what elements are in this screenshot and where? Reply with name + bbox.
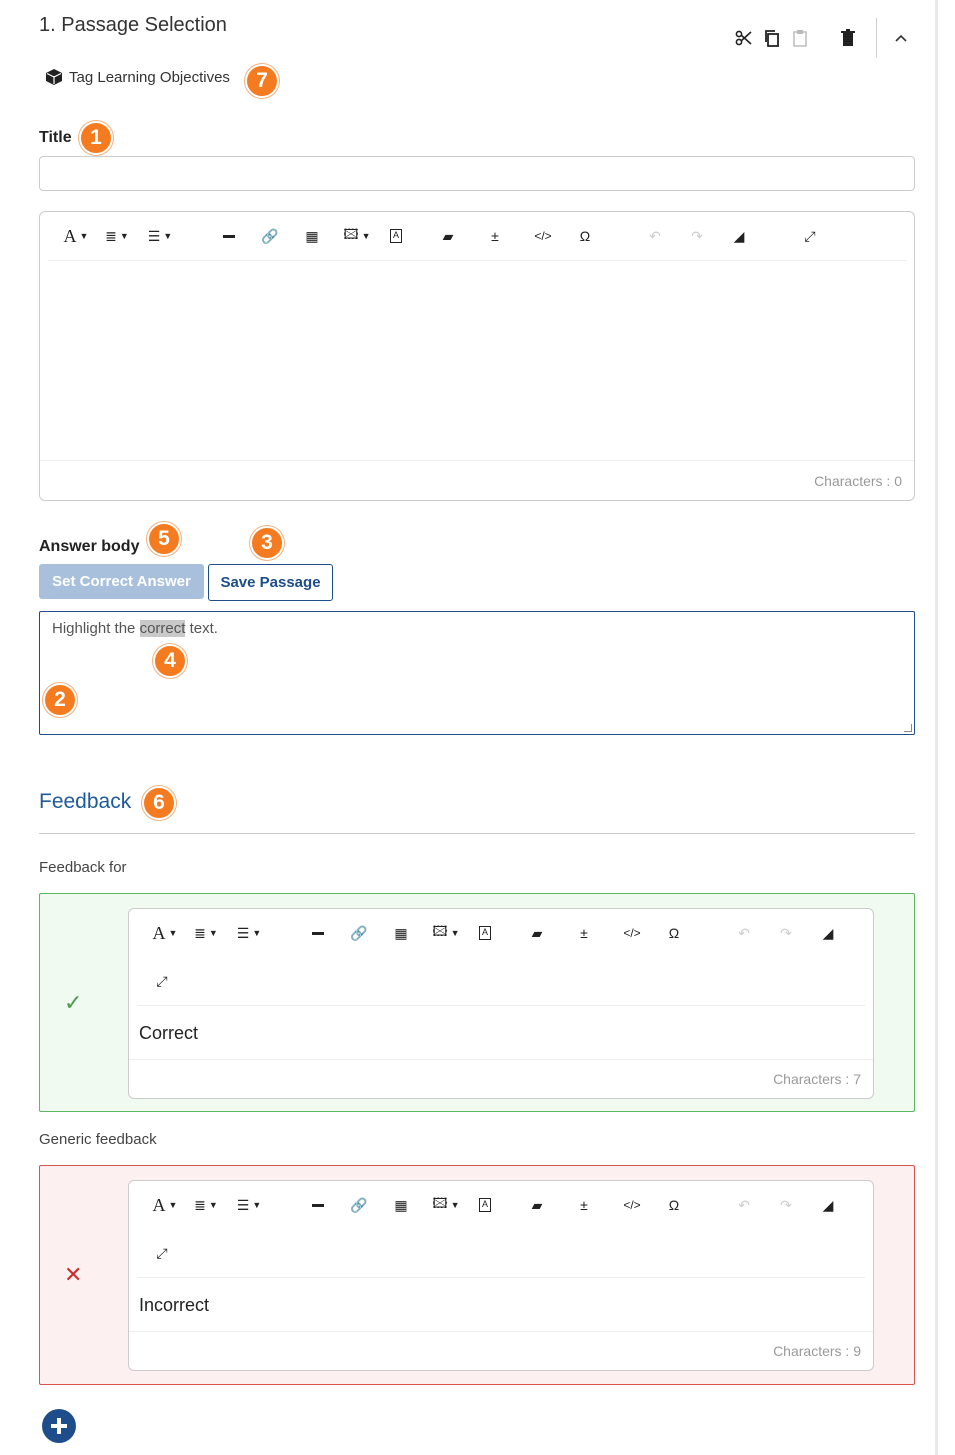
code-icon[interactable]: </> [623, 926, 641, 940]
horizontal-rule-icon[interactable] [220, 225, 238, 247]
table-icon[interactable]: ▦ [394, 924, 408, 941]
redo-icon[interactable]: ↷ [780, 924, 792, 941]
footer-divider [129, 1059, 873, 1060]
character-count: Characters : 9 [773, 1343, 861, 1359]
incorrect-feedback-panel [39, 1165, 915, 1385]
resize-handle[interactable] [904, 724, 912, 732]
align-icon[interactable]: ≣ ▼ [194, 1196, 218, 1213]
callout-badge: 2 [43, 683, 77, 717]
list-icon[interactable]: ☰ ▼ [147, 227, 173, 244]
page-title: 1. Passage Selection [39, 14, 227, 36]
incorrect-feedback-text[interactable]: Incorrect [139, 1295, 210, 1315]
correct-feedback-text[interactable]: Correct [139, 1023, 199, 1043]
save-passage-button[interactable]: Save Passage [208, 564, 333, 601]
add-feedback-button[interactable] [42, 1409, 76, 1443]
callout-badge: 6 [142, 786, 176, 820]
eraser-icon[interactable]: ◢ [822, 1196, 834, 1213]
math-icon[interactable]: ± [491, 228, 499, 244]
link-icon[interactable]: 🔗 [350, 1196, 368, 1213]
answer-body-label: Answer body [39, 538, 140, 555]
panel-border [935, 0, 938, 1455]
undo-icon[interactable]: ↶ [738, 924, 750, 941]
link-icon[interactable]: 🔗 [261, 227, 279, 244]
set-correct-answer-button[interactable]: Set Correct Answer [39, 564, 204, 599]
passage-editor[interactable] [39, 211, 915, 501]
paste-icon[interactable] [786, 24, 814, 52]
feedback-for-label: Feedback for [39, 859, 127, 876]
math-icon[interactable]: ± [580, 1197, 588, 1213]
special-char-icon[interactable]: Ω [668, 925, 680, 941]
editor-toolbar [129, 1181, 873, 1261]
editor-content[interactable] [50, 268, 904, 458]
callout-badge: 5 [147, 522, 181, 556]
align-icon[interactable]: ≣ ▼ [105, 227, 129, 244]
check-icon: ✓ [64, 990, 83, 1015]
redo-icon[interactable]: ↷ [691, 227, 703, 244]
highlighted-answer[interactable]: correct [139, 620, 186, 637]
answer-text: text. [185, 620, 218, 637]
callout-badge: 3 [250, 526, 284, 560]
math-icon[interactable]: ± [580, 925, 588, 941]
cube-icon [45, 68, 63, 86]
callout-badge: 7 [245, 64, 279, 98]
editor-toolbar [40, 212, 914, 260]
special-char-icon[interactable]: Ω [668, 1197, 680, 1213]
scissors-icon[interactable] [730, 24, 758, 52]
font-style-button[interactable]: A ▼ [152, 1194, 178, 1215]
tag-label: Tag Learning Objectives [69, 68, 230, 86]
horizontal-rule-icon[interactable] [309, 922, 327, 944]
image-icon[interactable]: 🖾 ▼ [432, 923, 460, 939]
book-icon[interactable]: ▰ [531, 1196, 543, 1213]
table-icon[interactable]: ▦ [305, 227, 319, 244]
title-input[interactable] [39, 156, 915, 191]
align-icon[interactable]: ≣ ▼ [194, 924, 218, 941]
editor-toolbar [129, 909, 873, 989]
table-icon[interactable]: ▦ [394, 1196, 408, 1213]
answer-text: Highlight the [52, 620, 140, 637]
toolbar-divider [137, 1005, 865, 1006]
correct-feedback-panel [39, 893, 915, 1112]
feedback-title: Feedback [39, 790, 132, 813]
chevron-up-icon[interactable] [887, 24, 915, 52]
feedback-divider [39, 833, 915, 834]
correct-feedback-editor[interactable] [128, 908, 874, 1099]
code-icon[interactable]: </> [534, 229, 552, 243]
character-count: Characters : 0 [814, 473, 902, 489]
list-icon[interactable]: ☰ ▼ [236, 924, 262, 941]
footer-divider [40, 460, 914, 461]
redo-icon[interactable]: ↷ [780, 1196, 792, 1213]
image-icon[interactable]: 🖾 ▼ [432, 1195, 460, 1211]
text-box-icon[interactable]: A [477, 1194, 493, 1216]
callout-badge: 4 [153, 644, 187, 678]
header-actions [730, 18, 915, 58]
copy-icon[interactable] [758, 24, 786, 52]
footer-divider [129, 1331, 873, 1332]
toolbar-divider [137, 1277, 865, 1278]
book-icon[interactable]: ▰ [531, 924, 543, 941]
font-style-button[interactable]: A ▼ [152, 922, 178, 943]
close-icon: ✕ [64, 1262, 83, 1287]
eraser-icon[interactable]: ◢ [733, 227, 745, 244]
fullscreen-icon[interactable]: ⤢ [156, 972, 168, 989]
horizontal-rule-icon[interactable] [309, 1194, 327, 1216]
fullscreen-icon[interactable]: ⤢ [156, 1244, 168, 1261]
special-char-icon[interactable]: Ω [579, 228, 591, 244]
incorrect-feedback-editor[interactable] [128, 1180, 874, 1371]
plus-icon [50, 1417, 68, 1435]
toolbar-divider [48, 260, 906, 261]
eraser-icon[interactable]: ◢ [822, 924, 834, 941]
title-label: Title [39, 129, 72, 146]
tag-learning-objectives-link[interactable] [45, 68, 230, 86]
font-style-button[interactable]: A ▼ [63, 225, 89, 246]
generic-feedback-label: Generic feedback [39, 1131, 157, 1148]
text-box-icon[interactable]: A [388, 225, 404, 247]
text-box-icon[interactable]: A [477, 922, 493, 944]
image-icon[interactable]: 🖾 ▼ [343, 226, 371, 242]
link-icon[interactable]: 🔗 [350, 924, 368, 941]
callout-badge: 1 [79, 121, 113, 155]
book-icon[interactable]: ▰ [442, 227, 454, 244]
undo-icon[interactable]: ↶ [738, 1196, 750, 1213]
character-count: Characters : 7 [773, 1071, 861, 1087]
fullscreen-icon[interactable]: ⤢ [804, 227, 816, 244]
header-divider [876, 18, 877, 58]
undo-icon[interactable]: ↶ [649, 227, 661, 244]
code-icon[interactable]: </> [623, 1198, 641, 1212]
trash-icon[interactable] [834, 24, 862, 52]
list-icon[interactable]: ☰ ▼ [236, 1196, 262, 1213]
